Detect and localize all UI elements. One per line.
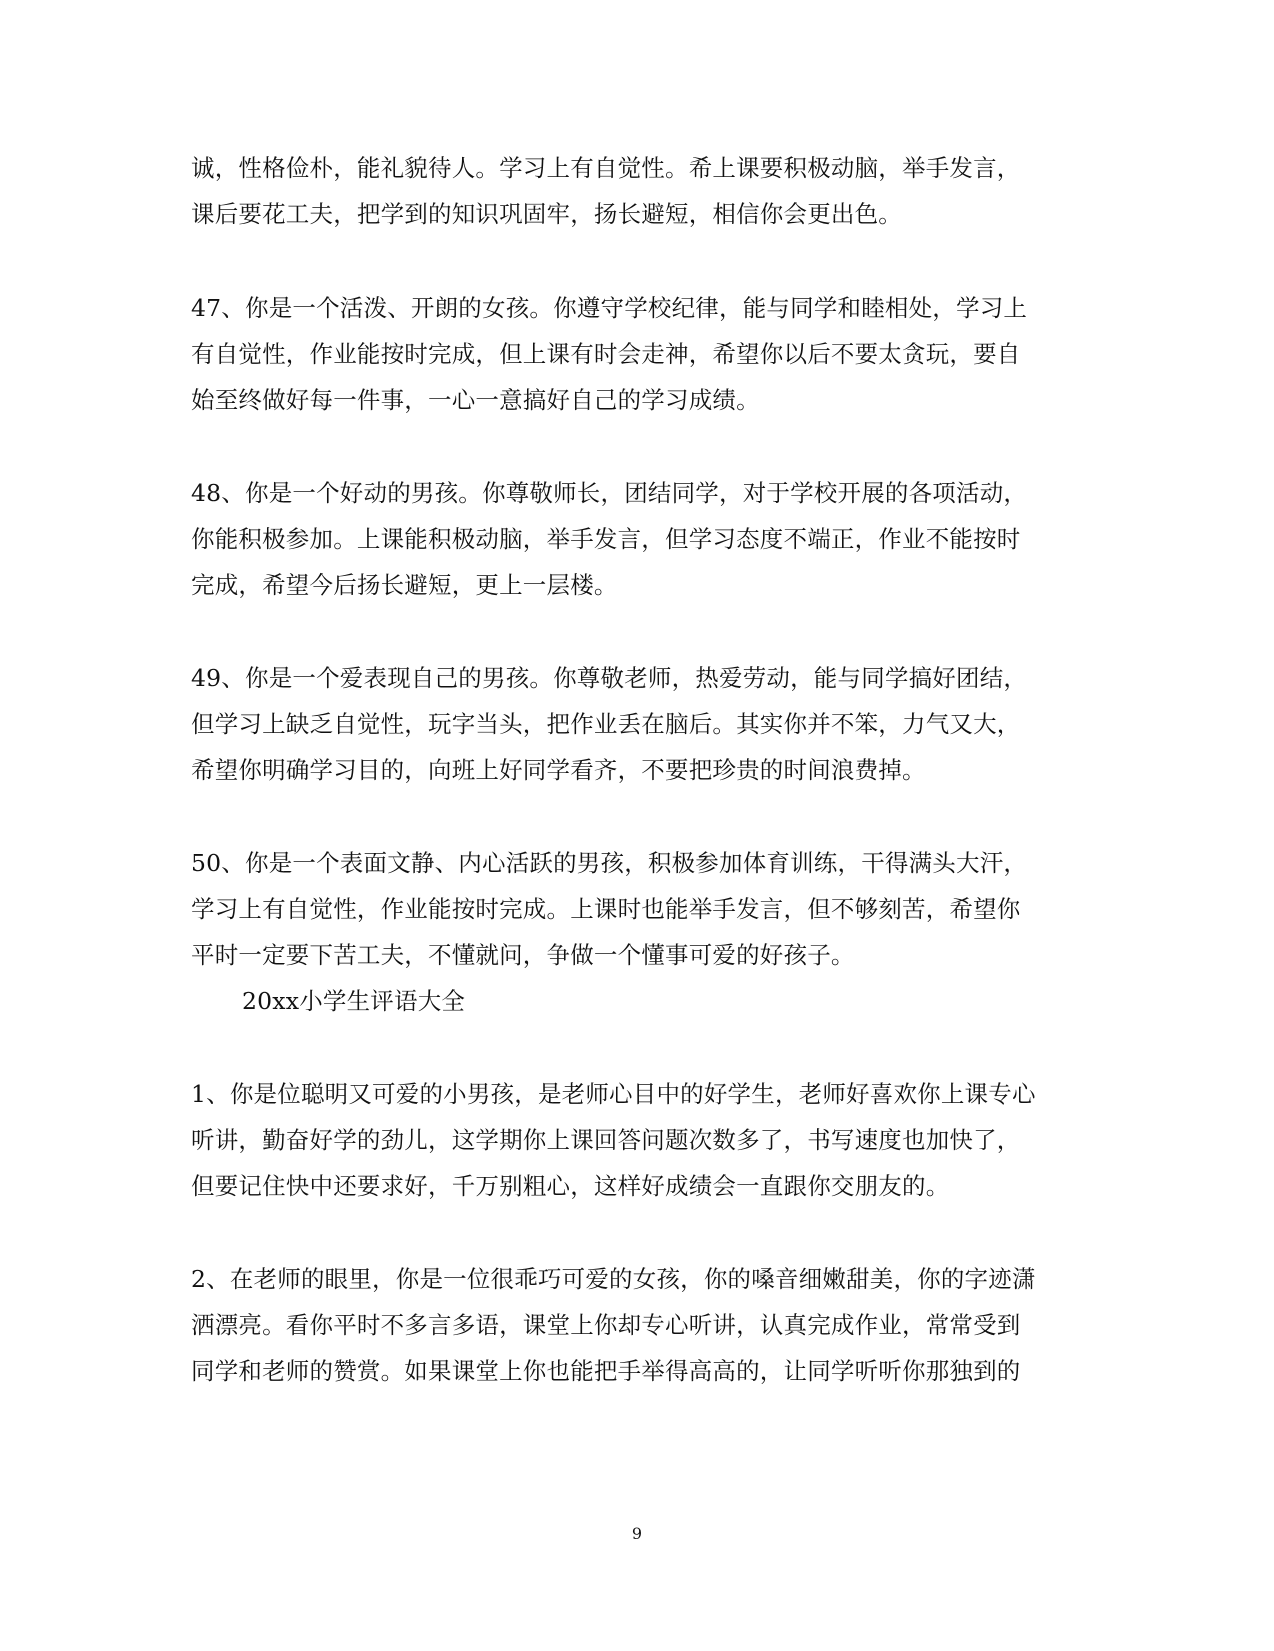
text-line: 有自觉性，作业能按时完成，但上课有时会走神，希望你以后不要太贪玩，要自 <box>191 340 1021 368</box>
text-line: 始至终做好每一件事，一心一意搞好自己的学习成绩。 <box>191 386 760 414</box>
text-line: 1、你是位聪明又可爱的小男孩，是老师心目中的好学生，老师好喜欢你上课专心 <box>191 1080 1036 1108</box>
text-line: 完成，希望今后扬长避短，更上一层楼。 <box>191 571 618 599</box>
text-line: 平时一定要下苦工夫，不懂就问，争做一个懂事可爱的好孩子。 <box>191 941 855 969</box>
text-line: 同学和老师的赞赏。如果课堂上你也能把手举得高高的，让同学听听你那独到的 <box>191 1357 1021 1385</box>
text-line: 听讲，勤奋好学的劲儿，这学期你上课回答问题次数多了，书写速度也加快了， <box>191 1126 1021 1154</box>
text-line: 2、在老师的眼里，你是一位很乖巧可爱的女孩，你的嗓音细嫩甜美，你的字迹潇 <box>191 1265 1036 1293</box>
text-line: 50、你是一个表面文静、内心活跃的男孩，积极参加体育训练，干得满头大汗， <box>191 849 1028 877</box>
text-line: 你能积极参加。上课能积极动脑，举手发言，但学习态度不端正，作业不能按时 <box>191 525 1021 553</box>
text-line: 49、你是一个爱表现自己的男孩。你尊敬老师，热爱劳动，能与同学搞好团结， <box>191 664 1028 692</box>
text-line: 洒漂亮。看你平时不多言多语，课堂上你却专心听讲，认真完成作业，常常受到 <box>191 1311 1021 1339</box>
text-line: 诚，性格俭朴，能礼貌待人。学习上有自觉性。希上课要积极动脑，举手发言， <box>191 154 1021 182</box>
text-line: 47、你是一个活泼、开朗的女孩。你遵守学校纪律，能与同学和睦相处，学习上 <box>191 294 1028 322</box>
text-line: 48、你是一个好动的男孩。你尊敬师长，团结同学，对于学校开展的各项活动， <box>191 479 1028 507</box>
text-line: 课后要花工夫，把学到的知识巩固牢，扬长避短，相信你会更出色。 <box>191 200 902 228</box>
text-line: 但要记住快中还要求好，千万别粗心，这样好成绩会一直跟你交朋友的。 <box>191 1172 950 1200</box>
page-number: 9 <box>631 1524 643 1543</box>
text-line: 但学习上缺乏自觉性，玩字当头，把作业丢在脑后。其实你并不笨，力气又大， <box>191 710 1021 738</box>
section-heading: 20xx小学生评语大全 <box>242 987 466 1015</box>
text-line: 希望你明确学习目的，向班上好同学看齐，不要把珍贵的时间浪费掉。 <box>191 756 926 784</box>
text-line: 学习上有自觉性，作业能按时完成。上课时也能举手发言，但不够刻苦，希望你 <box>191 895 1021 923</box>
